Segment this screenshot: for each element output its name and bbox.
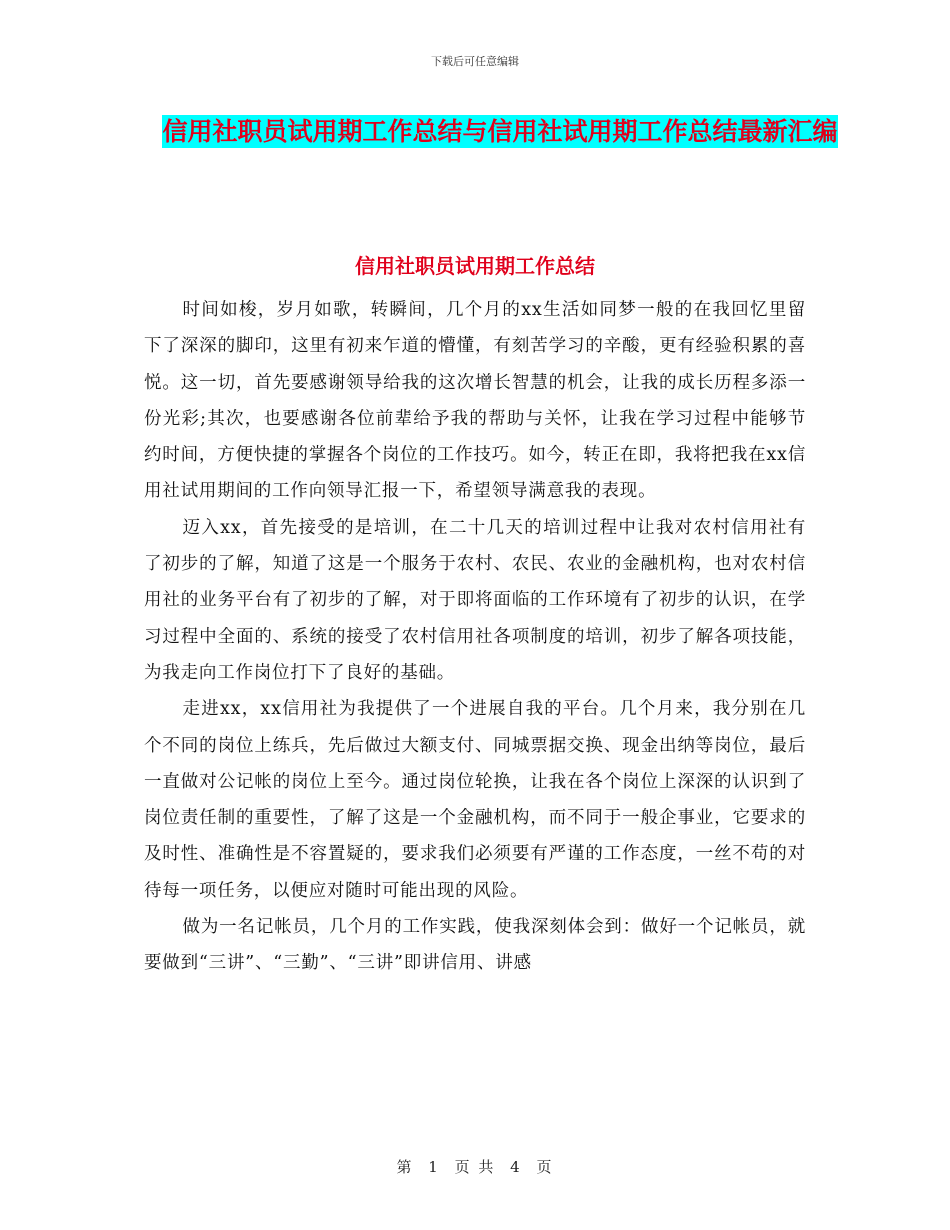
page-footer — [0, 1156, 950, 1177]
paragraph: 做为一名记帐员，几个月的工作实践，使我深刻体会到：做好一个记帐员，就要做到“三讲”、“三勤”、“三讲”即讲信用、讲感 — [144, 917, 806, 974]
document-title — [140, 110, 860, 154]
footer-suffix: 页 — [536, 1158, 554, 1176]
body-text — [144, 292, 806, 982]
header-note: 下载后可任意编辑 — [431, 55, 519, 68]
paragraph: 迈入xx，首先接受的是培训，在二十几天的培训过程中让我对农村信用社有了初步的了解，知道了这是一个服务于农村、农民、农业的金融机构，也对农村信用社的业务平台有了初步的了解，对于即将面临的工作环境有了初步的认识，在学习过程中全面的、系统的接受了农村信用社各项制度的培训，初步了解各项技能，为我走向工作岗位打下了良好的基础。 — [144, 517, 806, 683]
document-title-text: 信用社职员试用期工作总结与信用社试用期工作总结最新汇编 — [162, 117, 838, 146]
footer-total-pages: 4 — [510, 1158, 522, 1176]
section-title: 信用社职员试用期工作总结 — [355, 254, 595, 278]
paragraph: 时间如梭，岁月如歌，转瞬间，几个月的xx生活如同梦一般的在我回忆里留下了深深的脚印，这里有初来乍道的懵懂，有刻苦学习的辛酸，更有经验积累的喜悦。这一切，首先要感谢领导给我的这次增长智慧的机会，让我的成长历程多添一份光彩;其次，也要感谢各位前辈给予我的帮助与关怀，让我在学习过程中能够节约时间，方便快捷的掌握各个岗位的工作技巧。如今，转正在即，我将把我在xx信用社试用期间的工作向领导汇报一下，希望领导满意我的表现。 — [144, 300, 806, 502]
footer-current-page: 1 — [428, 1158, 440, 1176]
paragraph: 走进xx，xx信用社为我提供了一个进展自我的平台。几个月来，我分别在几个不同的岗位上练兵，先后做过大额支付、同城票据交换、现金出纳等岗位，最后一直做对公记帐的岗位上至今。通过岗位轮换，让我在各个岗位上深深的认识到了岗位责任制的重要性，了解了这是一个金融机构，而不同于一般企事业，它要求的及时性、准确性是不容置疑的，要求我们必须要有严谨的工作态度，一丝不苟的对待每一项任务，以便应对随时可能出现的风险。 — [144, 699, 806, 901]
footer-middle: 页 共 — [454, 1158, 496, 1176]
footer-prefix: 第 — [396, 1158, 414, 1176]
